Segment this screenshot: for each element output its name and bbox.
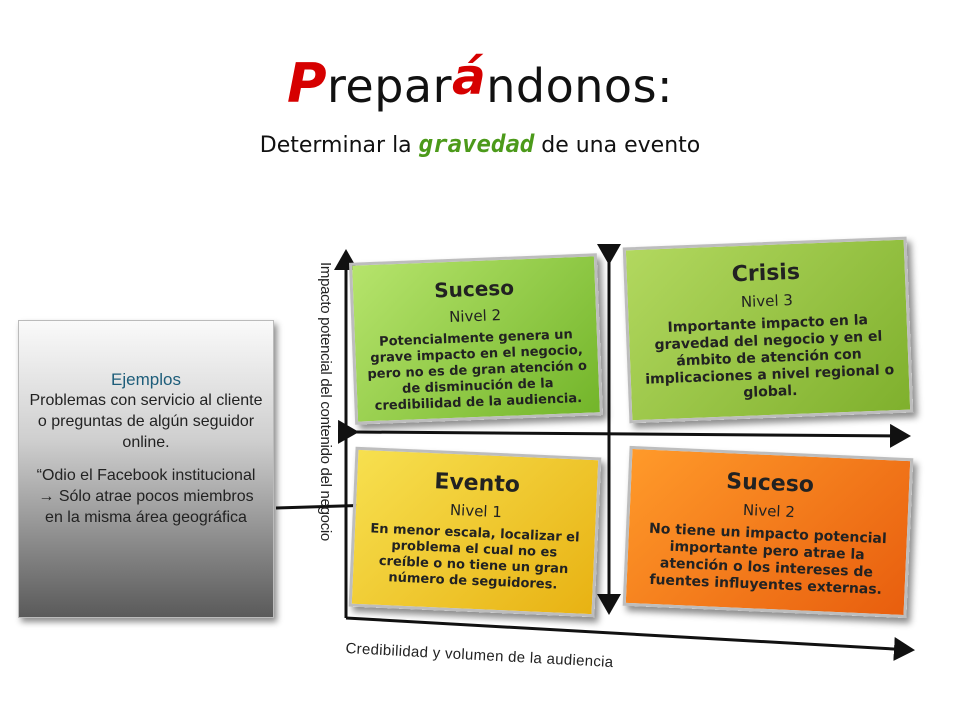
quadrant-level: Nivel 3 [740,291,794,312]
quadrant-description: No tiene un impacto potencial importante pero atrae la atención o los intereses de fuentes influyentes externas. [648,520,888,599]
quadrant-top-right [623,237,914,424]
quadrant-top-left [349,253,603,424]
quadrant-description: Importante impacto en la gravedad del negocio y en el ámbito de atención con implicaciones a nivel regional o global. [644,312,895,401]
title-accent: á [452,48,487,106]
title-initial: P [286,52,328,115]
subtitle-after: de una evento [534,133,701,158]
quadrant-description: Potencialmente genera un grave impacto en el negocio, pero no es de gran atención o de disminución de la credibilidad de la audiencia. [367,327,588,414]
quadrant-level: Nivel 2 [742,500,796,522]
y-axis-label: Impacto potencial del contenido del negocio [317,262,334,541]
quadrant-title: Crisis [731,259,801,288]
horizontal-divider-arrow [356,432,908,436]
title-part2: ndonos: [486,59,674,113]
title-part1: repar [327,59,453,113]
subtitle-before: Determinar la [259,133,419,158]
x-axis-label: Credibilidad y volumen de la audiencia [345,640,614,672]
subtitle-highlight: gravedad [418,130,535,158]
quadrant-title: Evento [433,469,521,498]
quadrant-bottom-right [623,446,914,618]
quadrant-bottom-left [349,447,602,618]
examples-heading: Ejemplos [111,370,181,389]
quadrant-title: Suceso [725,469,815,498]
examples-quote: “Odio el Facebook institucional → Sólo atrae pocos miembros en la misma área geográfica [36,467,256,526]
quadrant-title: Suceso [433,275,515,303]
quadrant-level: Nivel 1 [449,500,503,522]
quadrant-description: En menor escala, localizar el problema el cual no es creíble o no tiene un gran número de seguidores. [370,521,580,593]
quadrant-level: Nivel 2 [448,306,502,327]
examples-text: Problemas con servicio al cliente o preguntas de algún seguidor online. [29,392,263,451]
